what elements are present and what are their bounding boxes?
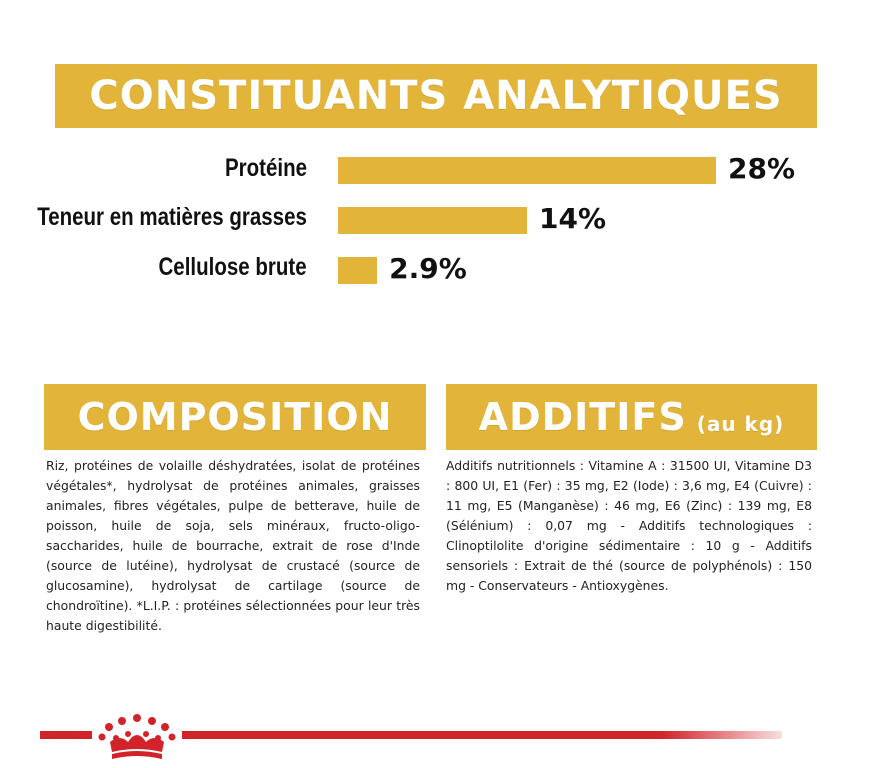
crown-icon <box>96 712 178 762</box>
row-bar <box>338 207 527 234</box>
row-bar <box>338 257 377 284</box>
row-label: Teneur en matières grasses <box>37 203 307 231</box>
composition-banner <box>44 384 426 450</box>
additifs-subtitle: (au kg) <box>696 412 785 436</box>
row-label: Protéine <box>224 154 307 182</box>
footer-rule-left <box>40 731 92 739</box>
row-value: 28% <box>728 152 796 185</box>
additifs-banner <box>446 384 817 450</box>
footer-rule-right <box>182 731 782 739</box>
row-bar <box>338 157 716 184</box>
row-label: Cellulose brute <box>158 253 307 281</box>
composition-title: COMPOSITION <box>77 395 393 439</box>
analytique-title: CONSTITUANTS ANALYTIQUES <box>89 73 783 119</box>
row-value: 14% <box>539 202 607 235</box>
additifs-title: ADDITIFS <box>478 395 687 439</box>
row-value: 2.9% <box>389 252 467 285</box>
additifs-text: Additifs nutritionnels : Vitamine A : 31500 UI, Vitamine D3 : 800 UI, E1 (Fer) : 35 mg, E2 (Iode) : 3,6 mg, E4 (Cuivre) : 11 mg, E5 (Manganèse) : 46 mg, E6 (Zinc) : 139 mg, E8 (Sélénium) : 0,07 mg - Additifs technologiques : Clinoptilolite d'origine sédimentaire : 10 g - Additifs sensoriels : Extrait de thé (source de polyphénols) : 150 mg - Conservateurs - Antioxygènes. <box>446 458 812 593</box>
analytique-banner <box>55 64 817 128</box>
composition-text: Riz, protéines de volaille déshydratées, isolat de protéines végétales*, hydrolysat de protéines animales, graisses animales, fibres végétales, pulpe de betterave, huile de poisson, huile de soja, sels minéraux, fructo-oligo-saccharides, huile de bourrache, extrait de rose d'Inde (source de lutéine), hydrolysat de crustacé (source de glucosamine), hydrolysat de cartilage (source de chondroïtine). *L.I.P. : protéines sélectionnées pour leur très haute digestibilité. <box>46 458 420 633</box>
